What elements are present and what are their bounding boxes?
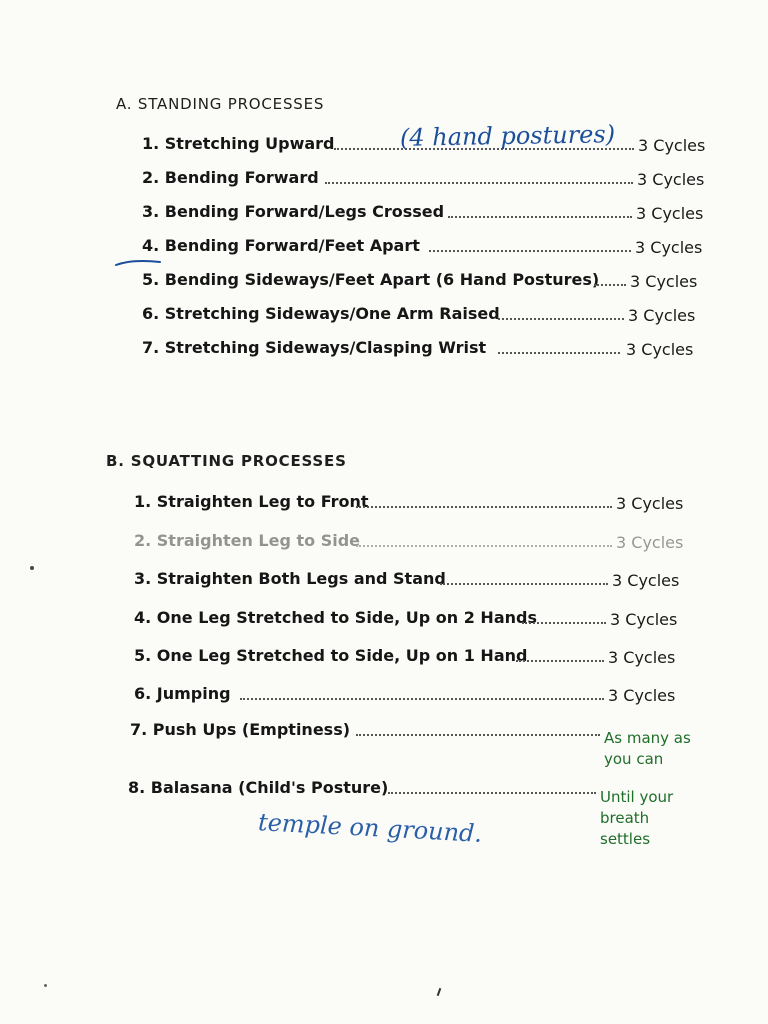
list-item: [142, 236, 712, 262]
item-value: 3 Cycles: [628, 306, 696, 325]
list-item: [142, 270, 712, 296]
dotted-leader: [448, 216, 632, 218]
list-item: [134, 684, 704, 710]
item-label: 7. Stretching Sideways/Clasping Wrist: [142, 338, 487, 357]
value-line: Until your: [600, 788, 674, 806]
value-line: settles: [600, 830, 651, 848]
list-item: [142, 338, 712, 364]
item-value: 3 Cycles: [616, 533, 684, 552]
item-label: 4. Bending Forward/Feet Apart: [142, 236, 420, 255]
stray-mark: [44, 984, 47, 987]
list-item: [134, 569, 704, 595]
section-b-heading: B. SQUATTING PROCESSES: [106, 452, 347, 470]
item-label: 2. Bending Forward: [142, 168, 319, 187]
dotted-leader: [440, 583, 608, 585]
item-label: 1. Straighten Leg to Front: [134, 492, 369, 511]
item-label: 5. One Leg Stretched to Side, Up on 1 Hand: [134, 646, 528, 665]
stray-mark: [30, 566, 34, 570]
item-value-multiline: [604, 728, 691, 770]
item-label: 6. Stretching Sideways/One Arm Raised: [142, 304, 500, 323]
item-label: 3. Straighten Both Legs and Stand: [134, 569, 446, 588]
item-value: 3 Cycles: [626, 340, 694, 359]
dotted-leader: [498, 318, 624, 320]
list-item: [142, 202, 712, 228]
item-label: 8. Balasana (Child's Posture): [128, 778, 389, 797]
dotted-leader: [325, 182, 633, 184]
dotted-leader: [516, 660, 604, 662]
dotted-leader: [356, 734, 600, 736]
item-label: 5. Bending Sideways/Feet Apart (6 Hand Postures): [142, 270, 600, 289]
list-item: [134, 531, 704, 557]
item-label: 2. Straighten Leg to Side: [134, 531, 361, 550]
value-line: breath: [600, 809, 650, 827]
dotted-leader: [429, 250, 631, 252]
dotted-leader: [356, 506, 612, 508]
item-value: 3 Cycles: [610, 610, 678, 629]
item-value: 3 Cycles: [637, 170, 705, 189]
pen-underline-mark: [114, 256, 164, 270]
item-label: 3. Bending Forward/Legs Crossed: [142, 202, 445, 221]
item-value: 3 Cycles: [635, 238, 703, 257]
list-item: [134, 492, 704, 518]
item-value: 3 Cycles: [616, 494, 684, 513]
list-item: [142, 168, 712, 194]
dotted-leader: [388, 792, 596, 794]
item-value: 3 Cycles: [630, 272, 698, 291]
item-label: 7. Push Ups (Emptiness): [130, 720, 351, 739]
item-value-multiline: [600, 787, 673, 850]
item-value: 3 Cycles: [638, 136, 706, 155]
list-item: [142, 304, 712, 330]
stray-mark: [437, 988, 442, 996]
dotted-leader: [522, 622, 606, 624]
dotted-leader: [498, 352, 620, 354]
value-line: As many as: [604, 729, 691, 747]
dotted-leader: [594, 284, 626, 286]
section-a-heading: A. STANDING PROCESSES: [116, 95, 325, 113]
dotted-leader: [240, 698, 604, 700]
item-label: 1. Stretching Upward: [142, 134, 335, 153]
handwritten-note: (4 hand postures): [399, 120, 616, 152]
item-value: 3 Cycles: [608, 686, 676, 705]
list-item: [134, 608, 704, 634]
handwritten-note: temple on ground.: [257, 808, 483, 848]
value-line: you can: [604, 750, 664, 768]
item-label: 6. Jumping: [134, 684, 231, 703]
item-value: 3 Cycles: [612, 571, 680, 590]
dotted-leader: [356, 545, 612, 547]
item-value: 3 Cycles: [636, 204, 704, 223]
list-item: [134, 646, 704, 672]
item-label: 4. One Leg Stretched to Side, Up on 2 Hands: [134, 608, 537, 627]
item-value: 3 Cycles: [608, 648, 676, 667]
